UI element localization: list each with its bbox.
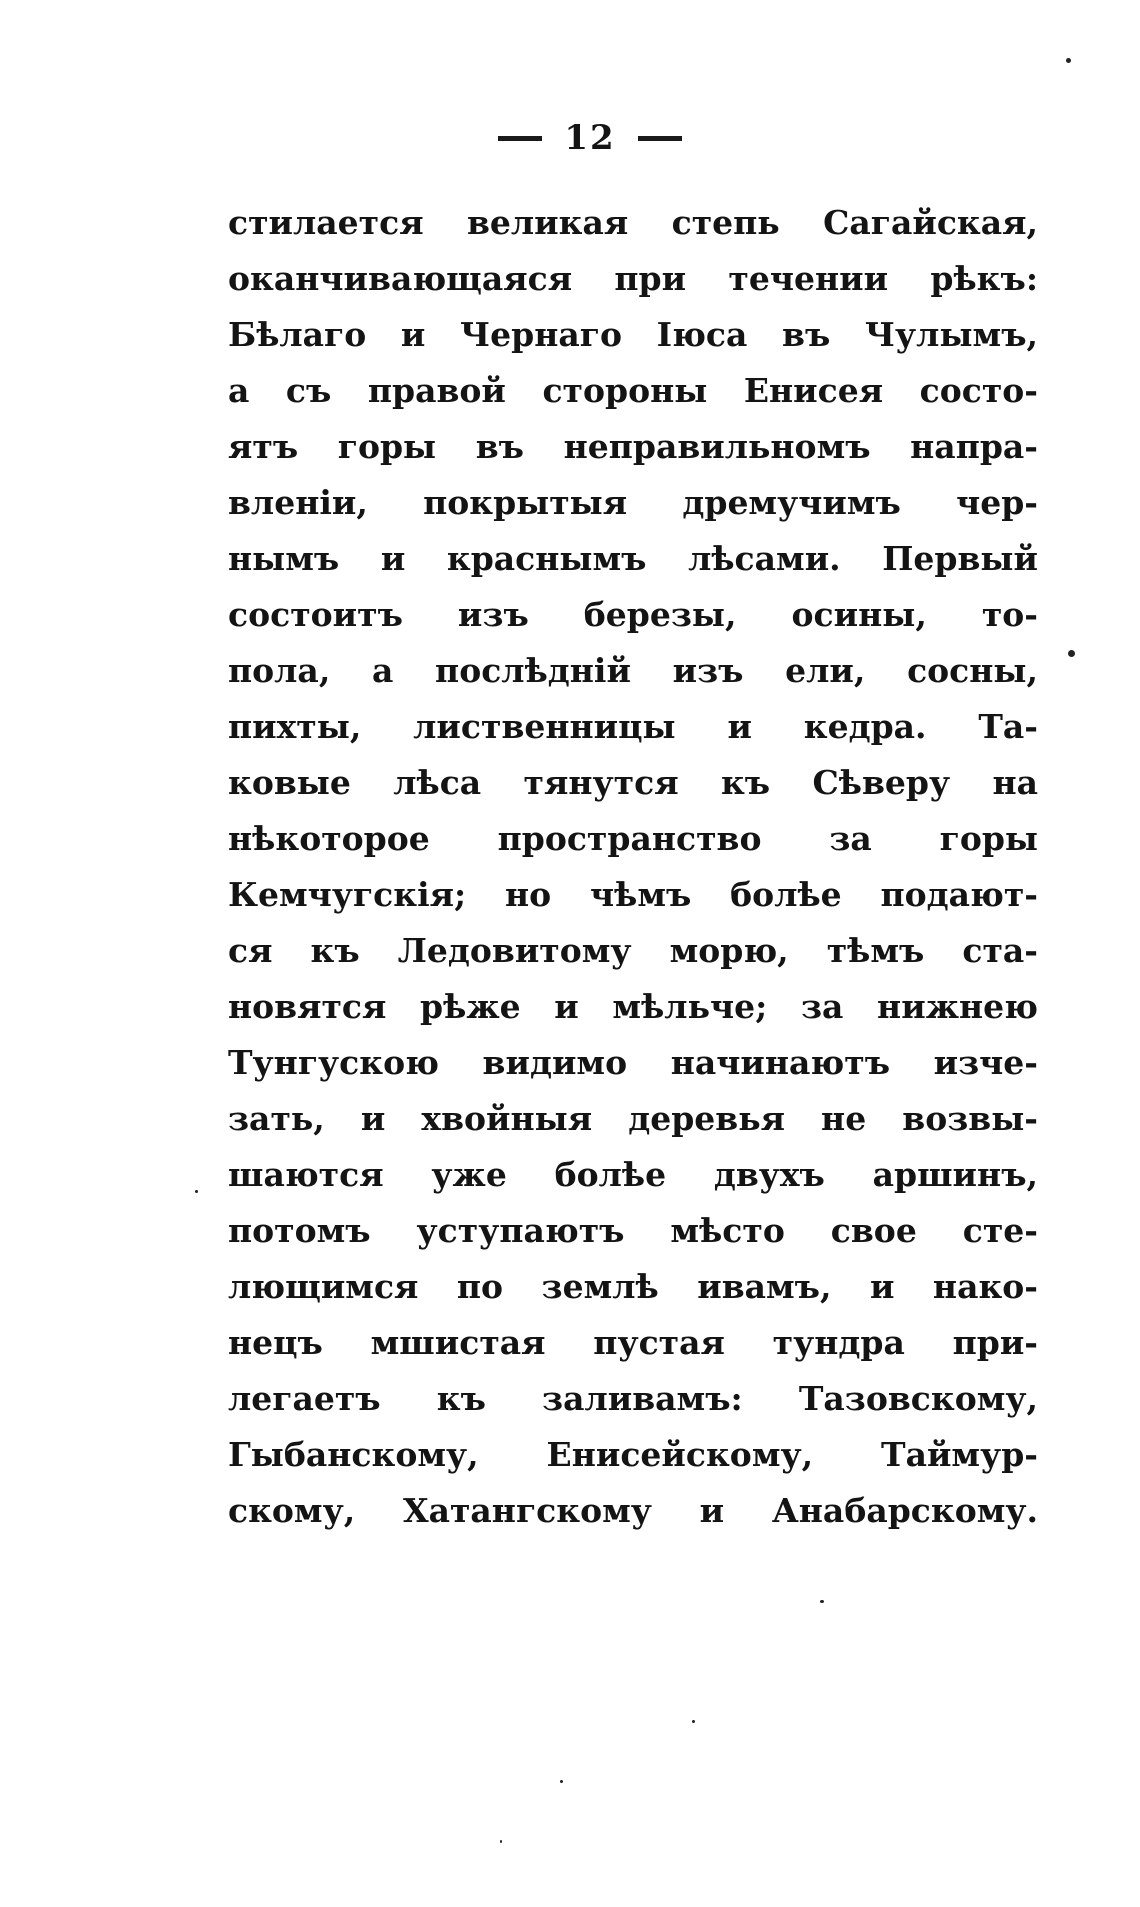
print-speck (1066, 58, 1071, 63)
page-header (0, 118, 1140, 158)
text-line: Бѣлаго и Чернаго Іюса въ Чулымъ, (228, 315, 1038, 354)
text-line: нѣкоторое пространство за горы (228, 819, 1038, 858)
text-line: оканчивающаяся при течении рѣкъ: (228, 259, 1038, 298)
print-speck (195, 1190, 198, 1193)
text-line: пихты, лиственницы и кедра. Та- (228, 707, 1038, 746)
text-line: ятъ горы въ неправильномъ напра- (228, 427, 1038, 466)
text-line: а съ правой стороны Енисея состо- (228, 371, 1038, 410)
print-speck (1068, 650, 1075, 657)
text-line: Тунгускою видимо начинаютъ изче- (228, 1043, 1038, 1082)
text-line: нецъ мшистая пустая тундра при- (228, 1323, 1038, 1362)
text-line: скому, Хатангскому и Анабарскому. (228, 1491, 1038, 1530)
text-line: легаетъ къ заливамъ: Тазовскому, (228, 1379, 1038, 1418)
text-line: потомъ уступаютъ мѣсто свое сте- (228, 1211, 1038, 1250)
print-speck (820, 1600, 824, 1603)
text-line: ковые лѣса тянутся къ Сѣверу на (228, 763, 1038, 802)
text-line: вленіи, покрытыя дремучимъ чер- (228, 483, 1038, 522)
text-line: лющимся по землѣ ивамъ, и нако- (228, 1267, 1038, 1306)
print-speck (500, 1840, 502, 1843)
text-line: Кемчугскія; но чѣмъ болѣе подают- (228, 875, 1038, 914)
text-line: стилается великая степь Сагайская, (228, 203, 1038, 242)
text-line: ся къ Ледовитому морю, тѣмъ ста- (228, 931, 1038, 970)
header-dash-right (638, 136, 682, 141)
text-line: Гыбанскому, Енисейскому, Таймур- (228, 1435, 1038, 1474)
page-number: 12 (564, 118, 616, 158)
text-line: новятся рѣже и мѣльче; за нижнею (228, 987, 1038, 1026)
text-line: шаются уже болѣе двухъ аршинъ, (228, 1155, 1038, 1194)
text-line: зать, и хвойныя деревья не возвы- (228, 1099, 1038, 1138)
print-speck (560, 1780, 563, 1783)
header-dash-left (498, 136, 542, 141)
text-line: пола, а послѣдній изъ ели, сосны, (228, 651, 1038, 690)
text-line: нымъ и краснымъ лѣсами. Первый (228, 539, 1038, 578)
print-speck (692, 1720, 695, 1723)
body-text (228, 195, 1038, 1539)
text-line: состоитъ изъ березы, осины, то- (228, 595, 1038, 634)
